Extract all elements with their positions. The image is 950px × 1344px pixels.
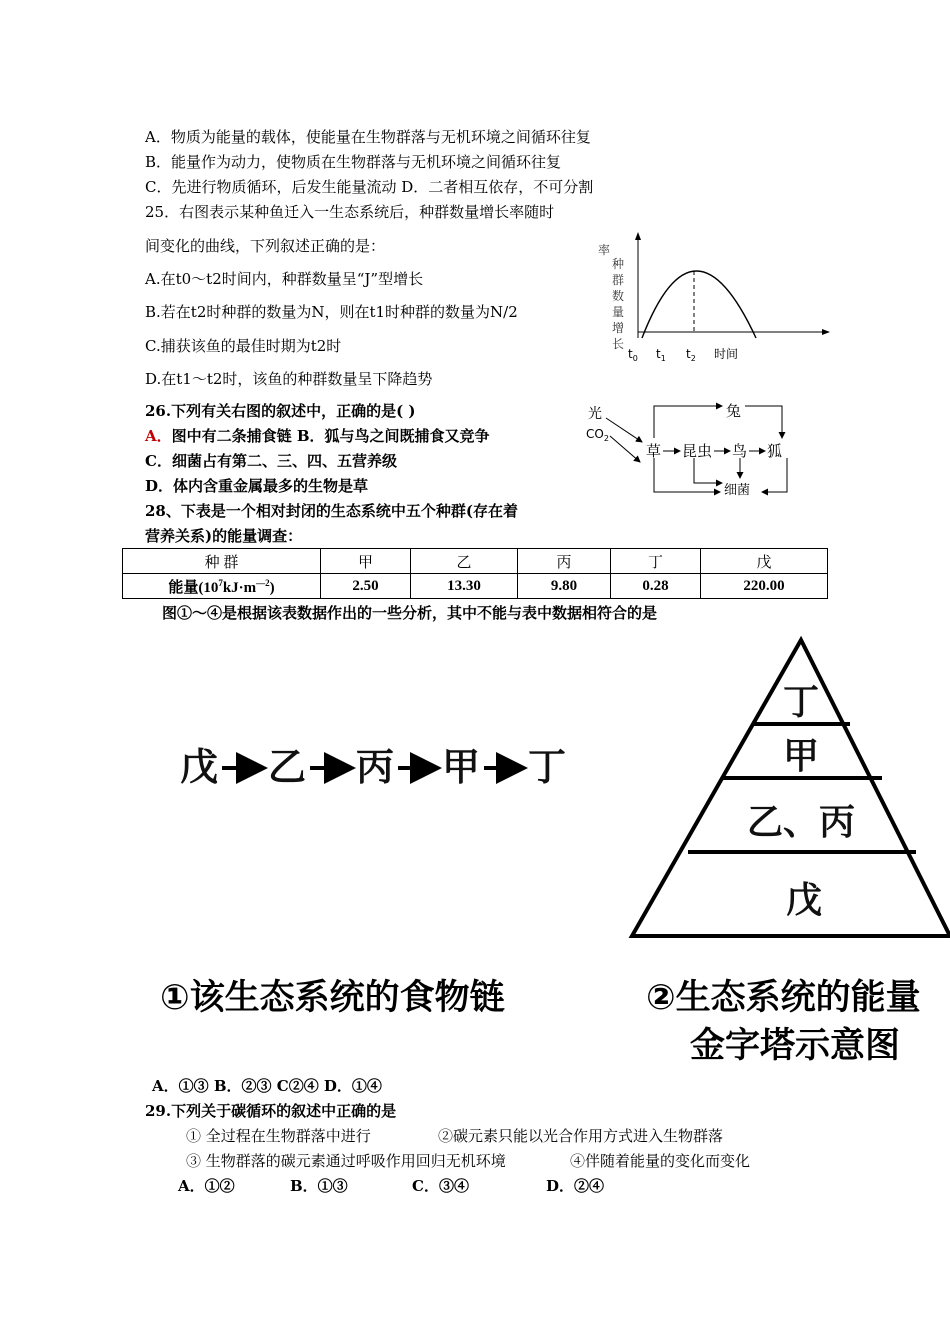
species-cell: 甲 — [321, 549, 411, 574]
ylabel-char: 种 — [612, 257, 625, 271]
q25-option-c: C.捕获该鱼的最佳时期为t2时 — [145, 337, 342, 355]
co2-arrow — [610, 436, 640, 462]
rabbit-fox-arrow — [745, 406, 782, 438]
figure2-caption-line1: ②生态系统的能量 — [646, 978, 921, 1018]
table-row — [123, 574, 828, 599]
energy-value-cell: 0.28 — [611, 574, 701, 599]
pyramid-level: 戊 — [785, 880, 823, 921]
grass-node: 草 — [646, 442, 662, 460]
chain-node: 丙 — [356, 745, 395, 789]
q25-stem-1: 25．右图表示某种鱼迁入一生态系统后，种群数量增长率随时 — [145, 203, 555, 221]
energy-label-cell: 能量$(10^7kJ\cdot m^{—2})$ — [123, 574, 321, 599]
q26-option-d: D．体内含重金属最多的生物是草 — [145, 477, 369, 495]
species-cell: 戊 — [701, 549, 828, 574]
q28-stem-1: 28、下表是一个相对封闭的生态系统中五个种群(存在着 — [145, 502, 518, 520]
q29-statement-3: ③ 生物群落的碳元素通过呼吸作用回归无机环境 — [186, 1152, 506, 1170]
q29-statement-2: ②碳元素只能以光合作用方式进入生物群落 — [438, 1127, 724, 1145]
tick-t0: $t_0$ — [628, 347, 638, 363]
q25-stem-2: 间变化的曲线，下列叙述正确的是： — [145, 237, 386, 255]
table-header-label: 种 群 — [123, 549, 321, 574]
chain-node: 丁 — [528, 745, 567, 789]
grass-bacteria-arrow — [654, 458, 720, 492]
q26-option-a-letter: A． — [145, 427, 172, 445]
y-axis-arrow — [635, 232, 641, 240]
figure1-caption: ①该生态系统的食物链 — [160, 978, 505, 1018]
tick-t2: $t_2$ — [686, 347, 696, 363]
growth-curve — [642, 271, 756, 338]
chain-node: 戊 — [180, 745, 219, 789]
q29-option-b: B．①③ — [290, 1177, 348, 1195]
pyramid-level: 丁 — [782, 682, 820, 723]
pyramid-level: 甲 — [782, 736, 820, 777]
insect-bacteria-arrow — [694, 458, 722, 483]
co2-label: $CO_2$ — [586, 427, 609, 443]
energy-value-cell: 2.50 — [321, 574, 411, 599]
energy-pyramid — [626, 634, 950, 944]
energy-value-cell: 220.00 — [701, 574, 828, 599]
q29-stem: 29.下列关于碳循环的叙述中正确的是 — [145, 1102, 397, 1120]
species-cell: 丙 — [518, 549, 611, 574]
q29-option-a: A．①② — [178, 1177, 235, 1195]
ylabel-char: 群 — [612, 273, 625, 287]
chain-node: 甲 — [442, 745, 481, 789]
fox-node: 狐 — [767, 442, 783, 460]
insect-node: 昆虫 — [682, 442, 713, 460]
q26-option-c: C．细菌占有第二、三、四、五营养级 — [145, 452, 397, 470]
energy-value-cell: 9.80 — [518, 574, 611, 599]
q28-stem-2: 营养关系)的能量调查： — [145, 527, 303, 545]
energy-table — [122, 548, 828, 599]
grass-rabbit-arrow — [654, 406, 722, 438]
food-web-diagram — [582, 398, 802, 496]
q28-options: A．①③ B．②③ C②④ D．①④ — [152, 1077, 382, 1095]
x-axis-arrow — [822, 329, 830, 335]
growth-rate-graph — [590, 228, 840, 368]
q24-option-cd: C．先进行物质循环，后发生能量流动 D．二者相互依存，不可分割 — [145, 178, 594, 196]
q26-option-ab-text: 图中有二条捕食链 B．狐与鸟之间既捕食又竞争 — [171, 427, 490, 445]
q26-option-ab — [145, 427, 490, 445]
energy-value-cell: 13.30 — [411, 574, 518, 599]
ylabel-char: 数 — [612, 289, 625, 303]
pyramid-level: 乙、丙 — [746, 802, 856, 843]
figure2-caption-line2: 金字塔示意图 — [690, 1026, 901, 1066]
graph-ylabel — [598, 242, 624, 351]
table-row — [123, 549, 828, 574]
ylabel-char: 量 — [612, 305, 625, 319]
food-chain-figure — [180, 738, 570, 790]
x-axis-label: 时间 — [714, 347, 739, 361]
ylabel-char: 增 — [612, 321, 625, 335]
species-cell: 乙 — [411, 549, 518, 574]
species-cell: 丁 — [611, 549, 701, 574]
bird-node: 鸟 — [732, 442, 748, 460]
tick-t1: $t_1$ — [656, 347, 666, 363]
q24-option-a: A．物质为能量的载体，使能量在生物群落与无机环境之间循环往复 — [145, 128, 591, 146]
q25-option-b: B.若在t2时种群的数量为N，则在t1时种群的数量为N/2 — [145, 303, 518, 321]
light-label: 光 — [588, 406, 602, 422]
q29-option-d: D．②④ — [546, 1177, 605, 1195]
q29-statement-1: ① 全过程在生物群落中进行 — [186, 1127, 371, 1145]
q29-statement-4: ④伴随着能量的变化而变化 — [570, 1152, 751, 1170]
q25-option-a: A.在t0～t2时间内，种群数量呈“J”型增长 — [145, 270, 424, 288]
q29-option-c: C．③④ — [412, 1177, 469, 1195]
bacteria-node: 细菌 — [724, 483, 751, 496]
q25-option-d: D.在t1～t2时，该鱼的种群数量呈下降趋势 — [145, 370, 433, 388]
fox-bacteria-arrow — [762, 458, 787, 492]
light-arrow — [606, 418, 642, 442]
ylabel-char: 长 — [612, 337, 625, 351]
ylabel-char: 率 — [598, 243, 611, 257]
q26-stem: 26.下列有关右图的叙述中，正确的是( ) — [145, 402, 416, 420]
q24-option-b: B．能量作为动力，使物质在生物群落与无机环境之间循环往复 — [145, 153, 562, 171]
q28-note: 图①～④是根据该表数据作出的一些分析，其中不能与表中数据相符合的是 — [162, 604, 658, 622]
rabbit-node: 兔 — [726, 402, 742, 420]
chain-node: 乙 — [268, 745, 307, 789]
